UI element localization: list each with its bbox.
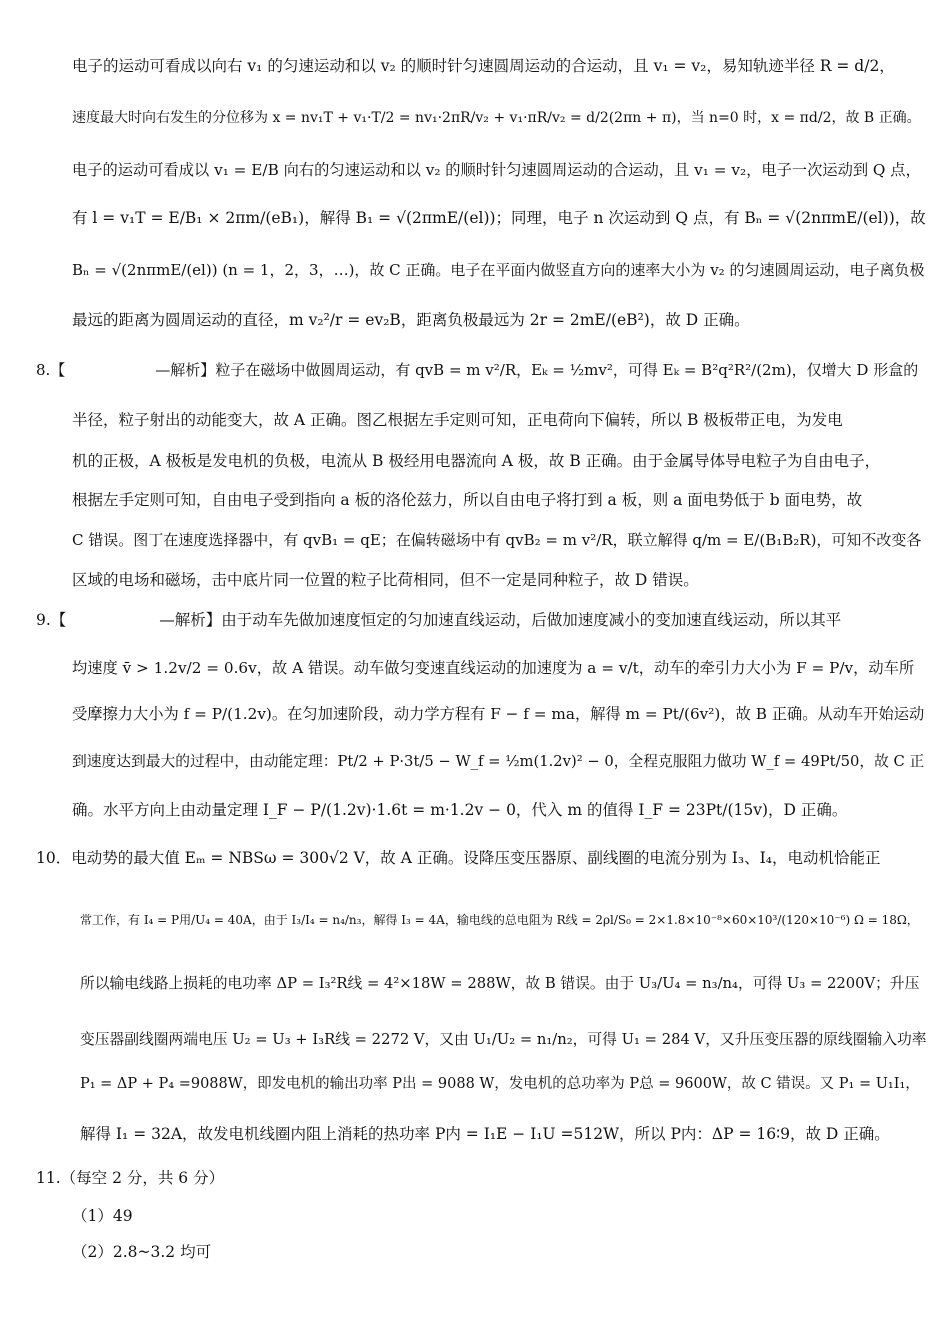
question-11-line: 11.（每空 2 分，共 6 分） xyxy=(36,1169,225,1187)
text-line: 速度最大时向右发生的分位移为 x = nv₁T + v₁·T/2 = nv₁·2πR/v₂ + v₁·πR/v₂ = d/2(2πn + π)，当 n=0 时，x = πd/2，故 B 正确。 xyxy=(72,110,921,126)
text-line: 根据左手定则可知，自由电子受到指向 a 板的洛伦兹力，所以自由电子将打到 a 板，则 a 面电势低于 b 面电势，故 xyxy=(72,491,863,509)
text-line: 受摩擦力大小为 f = P/(1.2v)。在匀加速阶段，动力学方程有 F − f = ma，解得 m = Pt/(6v²)，故 B 正确。从动车开始运动 xyxy=(72,705,925,723)
text-line: 有 l = v₁T = E/B₁ × 2πm/(eB₁)，解得 B₁ = √(2πmE/(el))；同理，电子 n 次运动到 Q 点，有 Bₙ = √(2nπmE/(el))，故 xyxy=(72,209,926,227)
text-line: 所以输电线路上损耗的电功率 ΔP = I₃²R线 = 4²×18W = 288W，故 B 错误。由于 U₃/U₄ = n₃/n₄，可得 U₃ = 2200V；升压 xyxy=(80,975,920,992)
text-line: 电子的运动可看成以向右 v₁ 的匀速运动和以 v₂ 的顺时针匀速圆周运动的合运动，且 v₁ = v₂，易知轨迹半径 R = d/2， xyxy=(72,57,895,75)
text-line: Bₙ = √(2nπmE/(el)) (n = 1，2，3，…)，故 C 正确。电子在平面内做竖直方向的速率大小为 v₂ 的匀速圆周运动，电子离负极 xyxy=(72,261,925,279)
text-line: 解得 I₁ = 32A，故发电机线圈内阻上消耗的热功率 P内 = I₁E − I₁U =512W，所以 P内：ΔP = 16∶9，故 D 正确。 xyxy=(80,1125,890,1143)
text-line: 确。水平方向上由动量定理 I_F − P/(1.2v)·1.6t = m·1.2v − 0，代入 m 的值得 I_F = 23Pt/(15v)，D 正确。 xyxy=(72,801,848,819)
answer-line: （1）49 xyxy=(72,1207,133,1225)
text-line: 区域的电场和磁场，击中底片同一位置的粒子比荷相同，但不一定是同种粒子，故 D 错误。 xyxy=(72,571,699,589)
text-line: P₁ = ΔP + P₄ =9088W，即发电机的输出功率 P出 = 9088 W，发电机的总功率为 P总 = 9600W，故 C 错误。又 P₁ = U₁I₁， xyxy=(80,1076,920,1092)
text-line: 半径，粒子射出的动能变大，故 A 正确。图乙根据左手定则可知，正电荷向下偏转，所以 B 极板带正电，为发电 xyxy=(72,411,843,429)
text-line: 均速度 v̄ > 1.2v/2 = 0.6v，故 A 错误。动车做匀变速直线运动的加速度为 a = v/t，动车的牵引力大小为 F = P/v，动车所 xyxy=(72,659,915,677)
text-line: 电子的运动可看成以 v₁ = E/B 向右的匀速运动和以 v₂ 的顺时针匀速圆周运动的合运动，且 v₁ = v₂，电子一次运动到 Q 点， xyxy=(72,161,921,179)
question-10-line: 10．电动势的最大值 Eₘ = NBSω = 300√2 V，故 A 正确。设降压变压器原、副线圈的电流分别为 I₃、I₄，电动机恰能正 xyxy=(36,849,881,867)
text-line: 常工作，有 I₄ = P用/U₄ = 40A，由于 I₃/I₄ = n₄/n₃，解得 I₃ = 4A，输电线的总电阻为 R线 = 2ρl/S₀ = 2×1.8×10⁻⁸×60×10³/(120×10⁻⁶) Ω = 18Ω， xyxy=(80,913,919,927)
question-8-line: 8.【 —解析】粒子在磁场中做圆周运动，有 qvB = m v²/R，Eₖ = ½mv²，可得 Eₖ = B²q²R²/(2m)，仅增大 D 形盒的 xyxy=(36,361,919,379)
text-line: C 错误。图丁在速度选择器中，有 qvB₁ = qE；在偏转磁场中有 qvB₂ = m v²/R，联立解得 q/m = E/(B₁B₂R)，可知不改变各 xyxy=(72,531,922,549)
question-9-line: 9.【 —解析】由于动车先做加速度恒定的匀加速直线运动，后做加速度减小的变加速直线运动，所以其平 xyxy=(36,611,842,629)
text-line: 变压器副线圈两端电压 U₂ = U₃ + I₃R线 = 2272 V，又由 U₁/U₂ = n₁/n₂，可得 U₁ = 284 V，又升压变压器的原线圈输入功率 xyxy=(80,1031,927,1048)
answer-line: （2）2.8~3.2 均可 xyxy=(72,1243,212,1261)
text-line: 到速度达到最大的过程中，由动能定理：Pt/2 + P·3t/5 − W_f = ½m(1.2v)² − 0，全程克服阻力做功 W_f = 49Pt/50，故 C 正 xyxy=(72,753,925,770)
text-line: 最远的距离为圆周运动的直径，m v₂²/r = ev₂B，距离负极最远为 2r = 2mE/(eB²)，故 D 正确。 xyxy=(72,311,750,329)
text-line: 机的正极，A 极板是发电机的负极，电流从 B 极经用电器流向 A 极，故 B 正确。由于金属导体导电粒子为自由电子， xyxy=(72,452,881,470)
